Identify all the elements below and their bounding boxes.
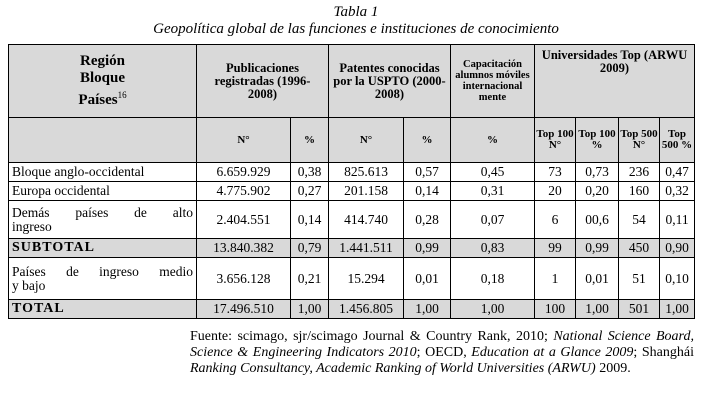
knowledge-table (8, 44, 695, 319)
row-label: Demás países de alto ingreso (9, 201, 197, 239)
subtotal-row: SUBTOTAL 13.840.382 0,79 1.441.511 0,99 0,83 99 0,99 450 0,90 (9, 239, 695, 258)
publications-header: Publicaciones registradas (1996-2008) (197, 45, 329, 118)
patents-pct-header: % (404, 118, 451, 163)
mobility-pct-header: % (451, 118, 535, 163)
pubs-n-header: N° (197, 118, 291, 163)
top500-n-header: Top 500 N° (619, 118, 660, 163)
table-row: Demás países de alto ingreso 2.404.551 0,14 414.740 0,28 0,07 6 00,6 54 0,11 (9, 201, 695, 239)
universities-header: Universidades Top (ARWU 2009) (535, 45, 695, 118)
top100-n-header: Top 100 N° (535, 118, 576, 163)
top100-pct-header: Top 100 % (576, 118, 619, 163)
table-row: Bloque anglo-occidental 6.659.929 0,38 825.613 0,57 0,45 73 0,73 236 0,47 (9, 163, 695, 182)
row-label: Europa occidental (9, 182, 197, 201)
region-subheader (9, 118, 197, 163)
patents-header: Patentes conocidas por la USPTO (2000-2008) (329, 45, 451, 118)
top500-pct-header: Top 500 % (660, 118, 695, 163)
table-row: Países de ingreso medio y bajo 3.656.128 0,21 15.294 0,01 0,18 1 0,01 51 0,10 (9, 258, 695, 300)
mobility-header: Capacitación alumnos móviles internacional mente (451, 45, 535, 118)
patents-n-header: N° (329, 118, 404, 163)
table-title: Tabla 1 (333, 4, 379, 20)
source-note: Fuente: scimago, sjr/scimago Journal & Country Rank, 2010; National Science Board, Science & Engineering Indicators 2010; OECD, Education at a Glance 2009; Shanghái Ranking Consultancy, Academic Ranking of World Universities (ARWU) 2009. (190, 329, 694, 376)
header-row (9, 45, 695, 118)
row-label: Bloque anglo-occidental (9, 163, 197, 182)
pubs-pct-header: % (291, 118, 329, 163)
subheader-row (9, 118, 695, 163)
row-label: Países de ingreso medio y bajo (9, 258, 197, 300)
region-header: Región Bloque Países$^{16}$ (9, 45, 197, 118)
table-subtitle: Geopolítica global de las funciones e instituciones de conocimiento (153, 21, 559, 37)
row-label: SUBTOTAL (9, 239, 197, 258)
total-row: TOTAL 17.496.510 1,00 1.456.805 1,00 1,00 100 1,00 501 1,00 (9, 300, 695, 319)
table-row: Europa occidental 4.775.902 0,27 201.158 0,14 0,31 20 0,20 160 0,32 (9, 182, 695, 201)
row-label: TOTAL (9, 300, 197, 319)
